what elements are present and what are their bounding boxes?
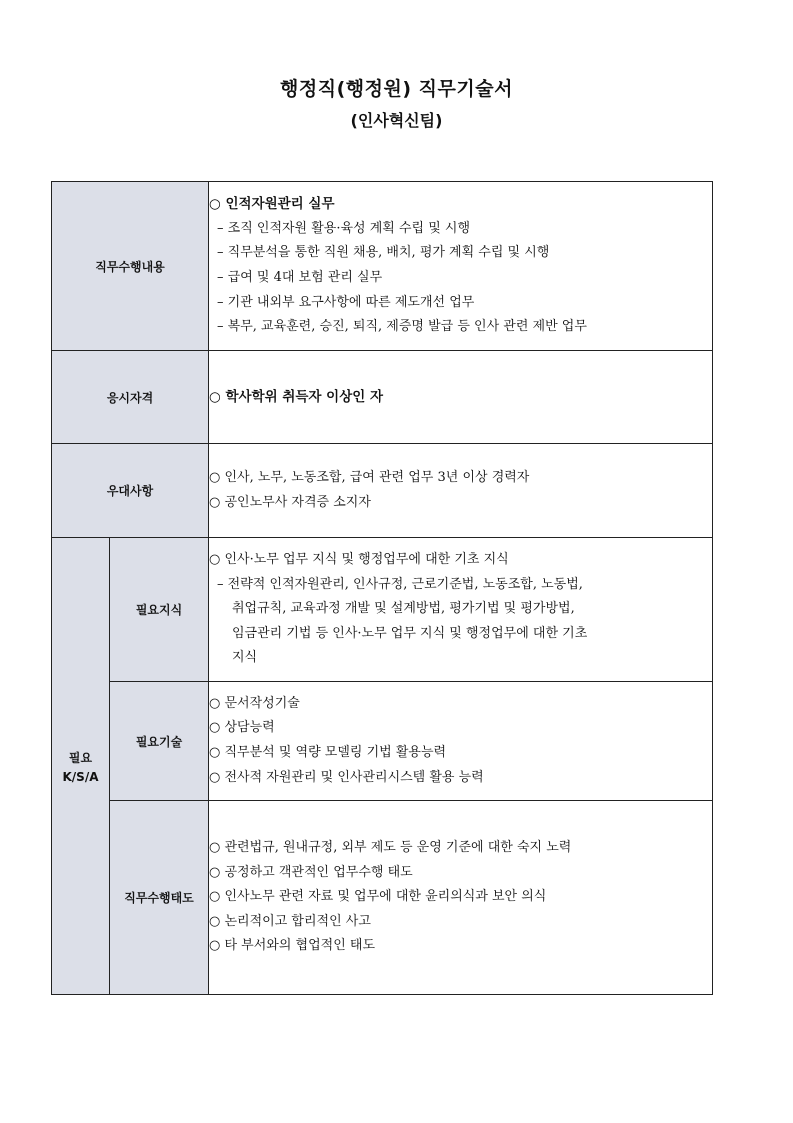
- document-subtitle: (인사혁신팀): [350, 111, 443, 130]
- skills-item: ○ 문서작성기술: [209, 695, 300, 711]
- skills-item: ○ 상담능력: [209, 720, 275, 736]
- skills-item: ○ 직무분석 및 역량 모델링 기법 활용능력: [209, 745, 447, 760]
- knowledge-line: 지식: [232, 650, 258, 666]
- knowledge-line: 취업규칙, 교육과정 개발 및 설계방법, 평가기법 및 평가방법,: [232, 601, 575, 617]
- attitude-label: 직무수행태도: [110, 801, 209, 995]
- duties-item: – 직무분석을 통한 직원 채용, 배치, 평가 계획 수립 및 시행: [217, 245, 550, 261]
- knowledge-content: [209, 538, 713, 682]
- skills-content: [209, 682, 713, 801]
- ksa-label-line2: K/S/A: [62, 769, 99, 784]
- qualification-text: ○ 학사학위 취득자 이상인 자: [209, 388, 384, 405]
- duties-heading: ○ 인적자원관리 실무: [209, 196, 335, 213]
- job-description-table: [51, 181, 713, 995]
- knowledge-line: 임금관리 기법 등 인사·노무 업무 지식 및 행정업무에 대한 기초: [232, 625, 588, 641]
- ksa-label-line1: 필요: [68, 750, 93, 765]
- preference-item: ○ 공인노무사 자격증 소지자: [209, 494, 371, 510]
- duties-item: – 기관 내외부 요구사항에 따른 제도개선 업무: [217, 294, 475, 310]
- attitude-item: ○ 공정하고 객관적인 업무수행 태도: [209, 864, 413, 880]
- duties-row: [52, 182, 713, 351]
- knowledge-label: 필요지식: [110, 538, 209, 682]
- skills-row: [52, 682, 713, 801]
- attitude-item: ○ 논리적이고 합리적인 사고: [209, 913, 371, 929]
- knowledge-line: ○ 인사·노무 업무 지식 및 행정업무에 대한 기초 지식: [209, 552, 509, 568]
- preference-content: [209, 444, 713, 538]
- qualification-label: 응시자격: [52, 351, 209, 444]
- duties-item: – 조직 인적자원 활용·육성 계획 수립 및 시행: [217, 220, 471, 236]
- duties-content: [209, 182, 713, 351]
- document-title: 행정직(행정원) 직무기술서: [280, 78, 513, 100]
- ksa-label: [52, 538, 110, 995]
- attitude-item: ○ 타 부서와의 협업적인 태도: [209, 938, 376, 954]
- preference-row: [52, 444, 713, 538]
- duties-label: 직무수행내용: [52, 182, 209, 351]
- duties-item: – 급여 및 4대 보험 관리 실무: [217, 270, 383, 285]
- preference-label: 우대사항: [52, 444, 209, 538]
- attitude-content: [209, 801, 713, 995]
- preference-item: ○ 인사, 노무, 노동조합, 급여 관련 업무 3년 이상 경력자: [209, 469, 530, 485]
- knowledge-line: – 전략적 인적자원관리, 인사규정, 근로기준법, 노동조합, 노동법,: [217, 576, 583, 592]
- attitude-item: ○ 관련법규, 원내규정, 외부 제도 등 운영 기준에 대한 숙지 노력: [209, 840, 572, 856]
- duties-item: – 복무, 교육훈련, 승진, 퇴직, 제증명 발급 등 인사 관련 제반 업무: [217, 319, 587, 335]
- attitude-row: [52, 801, 713, 995]
- qualification-content: [209, 351, 713, 444]
- skills-item: ○ 전사적 자원관리 및 인사관리시스템 활용 능력: [209, 769, 484, 785]
- qualification-row: [52, 351, 713, 444]
- attitude-item: ○ 인사노무 관련 자료 및 업무에 대한 윤리의식과 보안 의식: [209, 889, 547, 905]
- skills-label: 필요기술: [110, 682, 209, 801]
- knowledge-row: [52, 538, 713, 682]
